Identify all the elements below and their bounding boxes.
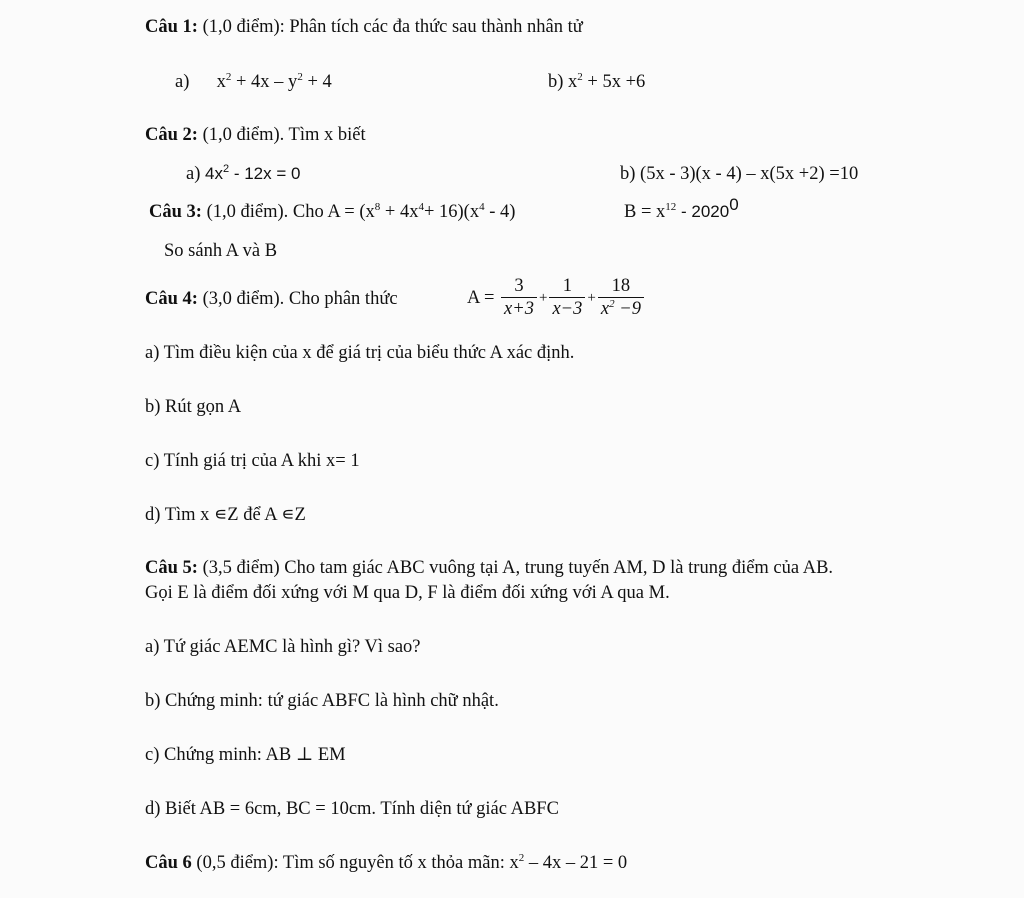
q1-b-expr: $x^2 + 5x +6$ [568, 71, 646, 92]
q4-expression: A = $\frac{3}{x+3}$ + $\frac{1}{x-3}$ + $\frac{18}{x^2 -9}$ [467, 276, 646, 320]
q1-text: (1,0 điểm): Phân tích các đa thức sau thành nhân tử [197, 17, 583, 37]
q3-text: (1,0 điểm). Cho [201, 202, 328, 222]
q6-label: Câu 6 [145, 853, 192, 873]
q4-part-d: d) Tìm x ∊Z để A ∊Z [145, 505, 306, 525]
q5-part-d: d) Biết AB = 6cm, BC = 10cm. Tính diện tứ giác ABFC [145, 799, 559, 819]
q4-expr-lhs: A = [467, 287, 495, 308]
q5-text1: (3,5 điểm) Cho tam giác ABC vuông tại A, trung tuyến AM, D là trung điểm của AB. [197, 558, 834, 578]
q3-compare: So sánh A và B [164, 241, 278, 261]
q2-part-a [186, 163, 300, 185]
q1-label: Câu 1: [145, 17, 198, 37]
fraction-2: $\frac{1}{x-3}$ [549, 276, 585, 320]
q2-a-expr: $4x^2 - 12x = 0$ [205, 163, 301, 183]
q1-heading [145, 16, 583, 38]
q5-text2: Gọi E là điểm đối xứng với M qua D, F là điểm đối xứng với A qua M. [145, 583, 670, 603]
q2-heading [145, 124, 366, 146]
q6-equation: $x^2 - 4x - 21 = 0$ [509, 852, 628, 873]
q4-heading [145, 288, 398, 310]
q5-part-c: c) Chứng minh: AB ⊥ EM [145, 745, 346, 765]
fraction-3: $\frac{18}{x^2 -9}$ [598, 276, 644, 320]
q4-text: (3,0 điểm). Cho phân thức [197, 289, 398, 309]
q6-heading [145, 852, 627, 874]
q1-b-label: b) [548, 72, 569, 92]
q4-label: Câu 4: [145, 289, 198, 309]
q4-part-a: a) Tìm điều kiện của x để giá trị của biểu thức A xác định. [145, 343, 575, 363]
q3-B-expr: $B = x^{12} - 2020^0$ [624, 195, 739, 222]
q5-label: Câu 5: [145, 558, 198, 578]
q1-part-b [548, 71, 645, 93]
q5-part-a: a) Tứ giác AEMC là hình gì? Vì sao? [145, 637, 421, 657]
q2-text: (1,0 điểm). Tìm x biết [197, 125, 366, 145]
q1-a-label: a) [175, 72, 190, 92]
fraction-1: $\frac{3}{x+3}$ [501, 276, 537, 320]
q2-part-b: b) (5x - 3)(x - 4) – x(5x +2) =10 [620, 164, 859, 184]
q5-heading [145, 557, 833, 579]
q3-A-expr: $A = (x^8 + 4x^4+ 16)(x^4 - 4)$ [327, 201, 516, 222]
q2-label: Câu 2: [145, 125, 198, 145]
q3-label: Câu 3: [149, 202, 202, 222]
q1-a-expr: $x^2 + 4x - y^2 + 4$ [216, 71, 332, 92]
q6-text: (0,5 điểm): Tìm số nguyên tố x thỏa mãn: [191, 853, 510, 873]
q5-part-b: b) Chứng minh: tứ giác ABFC là hình chữ nhật. [145, 691, 499, 711]
q1-part-a [175, 71, 332, 93]
q4-part-c: c) Tính giá trị của A khi x= 1 [145, 451, 360, 471]
q2-a-label: a) [186, 164, 205, 184]
q4-part-b: b) Rút gọn A [145, 397, 242, 417]
q3-heading [149, 201, 515, 223]
